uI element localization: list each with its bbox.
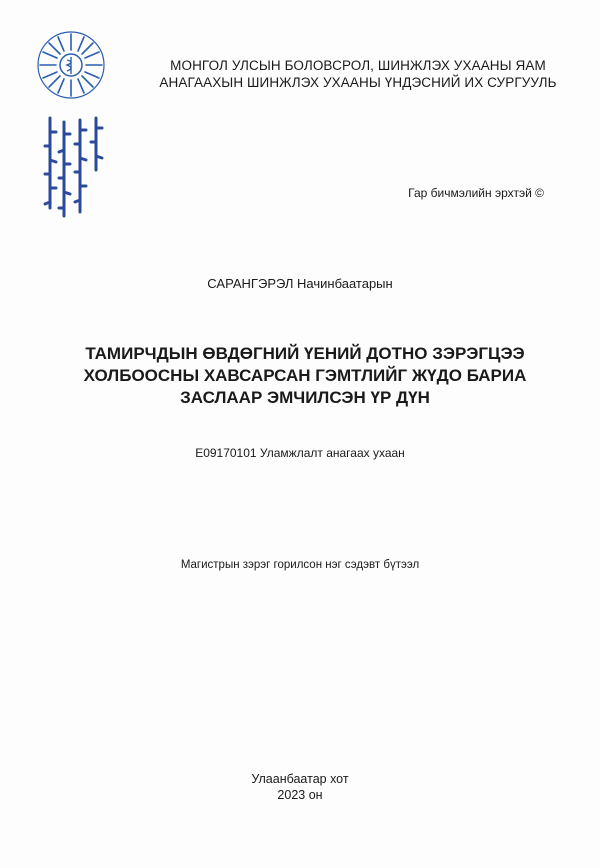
thesis-title-line-2: ХОЛБООСНЫ ХАВСАРСАН ГЭМТЛИЙГ ЖҮДО БАРИА	[83, 366, 527, 385]
place-year: 2023 он	[277, 788, 323, 802]
specialty-code: E09170101 Уламжлалт анагаах ухаан	[195, 446, 405, 460]
place-city: Улаанбаатар хот	[251, 772, 349, 786]
copyright-note: Гар бичмэлийн эрхтэй ©	[408, 186, 544, 200]
thesis-title-line-1: ТАМИРЧДЫН ӨВДӨГНИЙ ҮЕНИЙ ДОТНО ЗЭРЭГЦЭЭ	[85, 344, 525, 363]
place-and-year	[0, 771, 600, 803]
thesis-title	[70, 343, 540, 409]
author-name: САРАНГЭРЭЛ Начинбаатарын	[207, 276, 393, 291]
institution-line-1: МОНГОЛ УЛСЫН БОЛОВСРОЛ, ШИНЖЛЭХ УХААНЫ ЯАМ	[170, 58, 546, 73]
thesis-title-line-3: ЗАСЛААР ЭМЧИЛСЭН ҮР ДҮН	[180, 388, 430, 407]
degree-statement: Магистрын зэрэг горилсон нэг сэдэвт бүтээл	[180, 559, 420, 571]
institution-line-2: АНАГААХЫН ШИНЖЛЭХ УХААНЫ ҮНДЭСНИЙ ИХ СУРГУУЛЬ	[159, 75, 557, 90]
mongolian-script-emblem	[40, 112, 108, 222]
institution-header	[148, 57, 568, 91]
university-emblem-icon	[36, 30, 106, 100]
